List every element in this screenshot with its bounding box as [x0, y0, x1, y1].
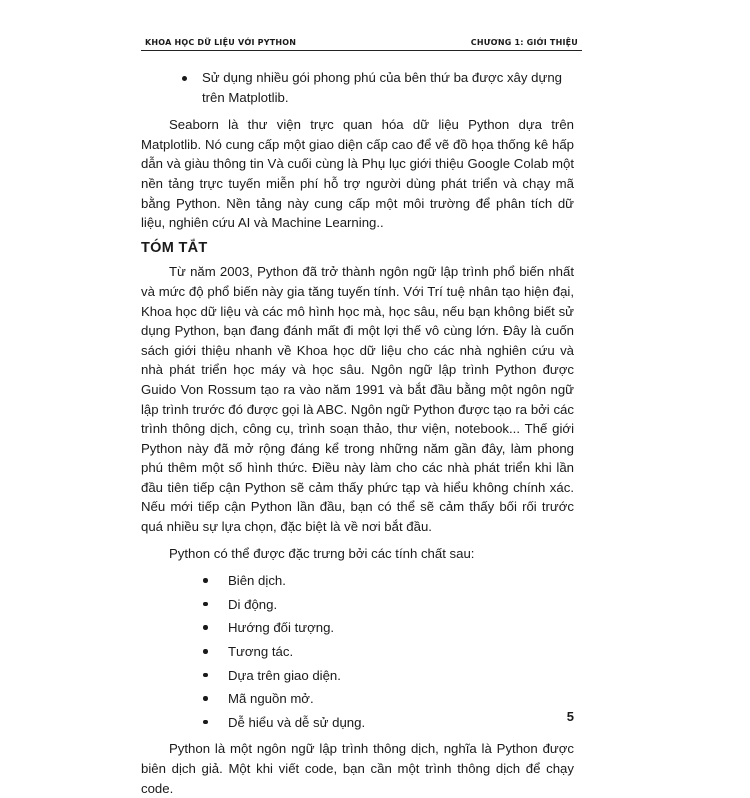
- summary-paragraph: Từ năm 2003, Python đã trở thành ngôn ngữ lập trình phổ biến nhất và mức độ phổ biến này gia tăng tuyến tính. Với Trí tuệ nhân tạo hiện đại, Khoa học dữ liệu và các mô hình học mà, học sâu, nếu bạn không biết sử dụng Python, bạn đang đánh mất đi một lợi thế vô cùng lớn. Đây là cuốn sách giới thiệu nhanh về Khoa học dữ liệu cho các nhà nghiên cứu và nhà phát triển học máy và học sâu. Ngôn ngữ lập trình Python được Guido Von Rossum tạo ra vào năm 1991 và bắt đầu bằng một ngôn ngữ lập trình trước đó được gọi là ABC. Ngôn ngữ Python được tạo ra bởi các trình thông dịch, công cụ, trình soạn thảo, thư viện, notebook... Thế giới Python này đã mở rộng đáng kể trong những năm gần đây, làm phong phú thêm một số hình thức. Điều này làm cho các nhà phát triển khi lần đầu tiên tiếp cận Python sẽ cảm thấy phức tạp và hiểu không chính xác. Nếu mới tiếp cận Python lần đầu, bạn có thể sẽ cảm thấy bối rối trước quá nhiều sự lựa chọn, đặc biệt là về nơi bắt đầu.: [141, 264, 574, 535]
- bullet-icon: [203, 578, 208, 583]
- features-list: [141, 569, 582, 734]
- section-title: TÓM TẮT: [141, 239, 208, 256]
- bullet-icon: [182, 76, 187, 81]
- running-header: [141, 36, 582, 51]
- list-item: Biên dịch.: [141, 569, 582, 593]
- top-bullet-item: [141, 68, 582, 107]
- closing-paragraph: Python là một ngôn ngữ lập trình thông dịch, nghĩa là Python được biên dịch giả. Một khi viết code, bạn cần một trình thông dịch để chạy code.: [141, 741, 574, 796]
- list-item: Hướng đối tượng.: [141, 616, 582, 640]
- page-content: [141, 68, 582, 798]
- bullet-icon: [203, 673, 208, 678]
- list-item: Tương tác.: [141, 640, 582, 664]
- bullet-icon: [203, 625, 208, 630]
- top-bullet-text: Sử dụng nhiều gói phong phú của bên thứ ba được xây dựng trên Matplotlib.: [202, 70, 562, 105]
- header-chapter-title: CHƯƠNG 1: GIỚI THIỆU: [470, 38, 578, 47]
- list-item: Mã nguồn mở.: [141, 687, 582, 711]
- list-item: Dựa trên giao diện.: [141, 664, 582, 688]
- seaborn-paragraph: Seaborn là thư viện trực quan hóa dữ liệu Python dựa trên Matplotlib. Nó cung cấp một giao diện cấp cao để vẽ đồ họa thống kê hấp dẫn và giàu thông tin Và cuối cùng là Phụ lục giới thiệu Google Colab một nền tảng trực tuyến miễn phí hỗ trợ người dùng phát triển và chạy mã bằng Python. Nền tảng này cung cấp một môi trường để phân tích dữ liệu, nghiên cứu AI và Machine Learning..: [141, 117, 574, 231]
- bullet-icon: [203, 696, 208, 701]
- page-number: 5: [566, 709, 574, 724]
- bullet-icon: [203, 649, 208, 654]
- bullet-icon: [203, 720, 208, 725]
- header-book-title: KHOA HỌC DỮ LIỆU VỚI PYTHON: [145, 38, 297, 47]
- list-item: Di động.: [141, 593, 582, 617]
- features-intro: Python có thể được đặc trưng bởi các tính chất sau:: [169, 545, 475, 561]
- list-item: Dễ hiểu và dễ sử dụng.: [141, 711, 582, 735]
- book-page: [141, 36, 582, 796]
- bullet-icon: [203, 602, 208, 607]
